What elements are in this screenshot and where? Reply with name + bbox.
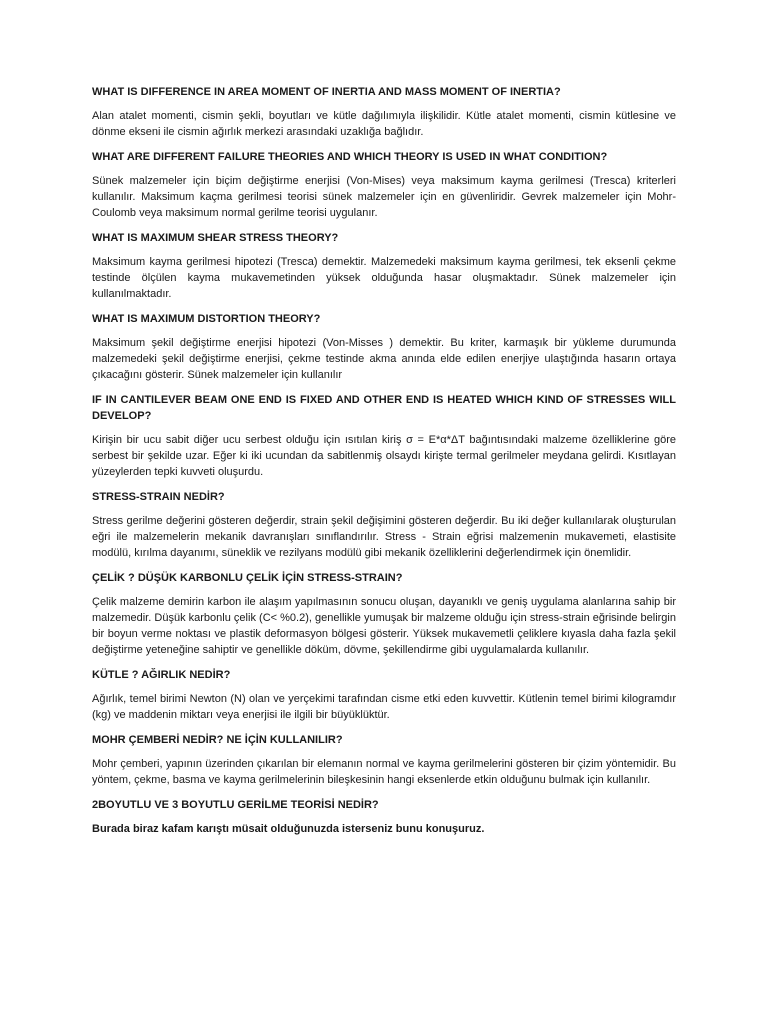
- section-body-stress-strain: Stress gerilme değerini gösteren değerdir, strain şekil değişimini gösteren değerdir. Bu iki değer kullanılarak oluşturulan eğri ile malzemelerin mekanik davranışları sınıflandırılır. Stress - Strain eğrisi malzemenin mukavemeti, elastisite modülü, kırılma dayanımı, süneklik ve rezilyans modülü gibi mekanik özelliklerini değerlendirmek için önemlidir.: [92, 515, 676, 559]
- section-heading-mohr: MOHR ÇEMBERİ NEDİR? NE İÇİN KULLANILIR?: [92, 734, 343, 746]
- section-heading-celik: ÇELİK ? DÜŞÜK KARBONLU ÇELİK İÇİN STRESS-STRAIN?: [92, 572, 403, 584]
- section-body-gerilme-teorisi: Burada biraz kafam karıştı müsait olduğunuzda isterseniz bunu konuşuruz.: [92, 823, 485, 835]
- section-heading-kutle: KÜTLE ? AĞIRLIK NEDİR?: [92, 669, 231, 681]
- section-heading-failure-theories: WHAT ARE DIFFERENT FAILURE THEORIES AND WHICH THEORY IS USED IN WHAT CONDITION?: [92, 151, 608, 163]
- section-heading-stress-strain: STRESS-STRAIN NEDİR?: [92, 491, 225, 503]
- section-body-mohr: Mohr çemberi, yapının üzerinden çıkarılan bir elemanın normal ve kayma gerilmelerini gösteren bir çizim yöntemidir. Bu yöntem, çekme, basma ve kayma gerilmelerinin bileşkesinin hangi eksenlerde etkin olduğunu bulmak için kullanılır.: [92, 758, 676, 786]
- section-body-failure-theories: Sünek malzemeler için biçim değiştirme enerjisi (Von-Mises) veya maksimum kayma gerilmesi (Tresca) kriterleri kullanılır. Maksimum kaçma gerilmesi teorisi sünek malzemeler için en güvenliridir. Gevrek malzemeler için Mohr-Coulomb veya maksimum normal gerilme teorisi uygulanır.: [92, 175, 676, 219]
- section-body-area-moment: Alan atalet momenti, cismin şekli, boyutları ve kütle dağılımıyla ilişkilidir. Kütle atalet momenti, cismin kütlesine ve dönme ekseni ile cismin ağırlık merkezi arasındaki uzaklığa bağlıdır.: [92, 110, 676, 138]
- section-body-cantilever: Kirişin bir ucu sabit diğer ucu serbest olduğu için ısıtılan kiriş σ = E*α*ΔT bağıntısındaki malzeme özelliklerine göre serbest bir şekilde uzar. Eğer ki iki ucundan da sabitlenmiş olsaydı kirişte termal gerilmeler meydana gelirdi. Kısıtlayan yüzeylerden tepki kuvveti oluşurdu.: [92, 434, 676, 478]
- section-body-celik: Çelik malzeme demirin karbon ile alaşım yapılmasının sonucu oluşan, dayanıklı ve geniş uygulama alanlarına sahip bir malzemedir. Düşük karbonlu çelik (C< %0.2), genellikle yumuşak bir malzeme olduğu için stress-strain eğrisinde belirgin bir boyun verme noktası ve plastik deformasyon bölgesi gösterir. Yüksek mukavemetli çeliklere kıyasla daha fazla şekil değiştirme yeteneğine sahiptir ve genellikle döküm, dövme, şekillendirme gibi uygulamalarda kullanılır.: [92, 596, 676, 656]
- section-heading-max-shear: WHAT IS MAXIMUM SHEAR STRESS THEORY?: [92, 232, 339, 244]
- section-heading-cantilever: IF IN CANTILEVER BEAM ONE END IS FIXED AND OTHER END IS HEATED WHICH KIND OF STRESSES WILL DEVELOP?: [92, 394, 676, 422]
- section-heading-max-distortion: WHAT IS MAXIMUM DISTORTION THEORY?: [92, 313, 321, 325]
- document-page: [92, 84, 676, 846]
- section-heading-gerilme-teorisi: 2BOYUTLU VE 3 BOYUTLU GERİLME TEORİSİ NEDİR?: [92, 799, 379, 811]
- section-heading-area-moment: WHAT IS DIFFERENCE IN AREA MOMENT OF INERTIA AND MASS MOMENT OF INERTIA?: [92, 86, 561, 98]
- section-body-max-distortion: Maksimum şekil değiştirme enerjisi hipotezi (Von-Misses ) demektir. Bu kriter, karmaşık bir yükleme durumunda malzemedeki şekil değiştirme enerjisi, çekme testinde akma anında elde edilen enerjiye ulaştığında hasarın ortaya çıkacağını gösterir. Sünek malzemeler için kullanılır: [92, 337, 676, 381]
- section-body-max-shear: Maksimum kayma gerilmesi hipotezi (Tresca) demektir. Malzemedeki maksimum kayma gerilmesi, tek eksenli çekme testinde ölçülen kayma mukavemetinden yüksek olduğunda hasar oluşmaktadır. Sünek malzemeler için kullanılmaktadır.: [92, 256, 676, 300]
- section-body-kutle: Ağırlık, temel birimi Newton (N) olan ve yerçekimi tarafından cisme etki eden kuvvettir. Kütlenin temel birimi kilogramdır (kg) ve maddenin miktarı veya enerjisi ile ilgili bir büyüklüktür.: [92, 693, 676, 721]
